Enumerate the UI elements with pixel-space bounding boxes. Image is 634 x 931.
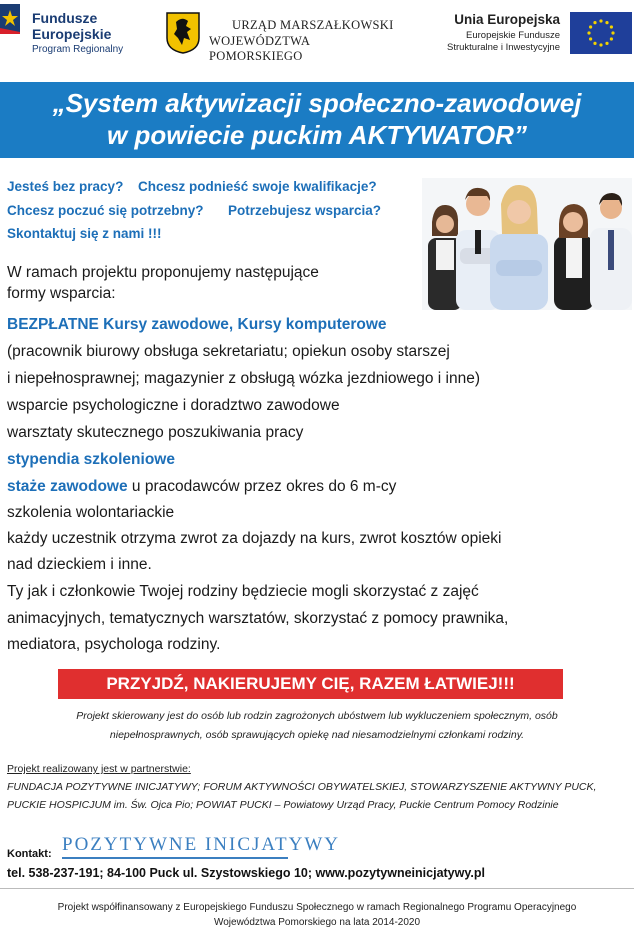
question-1: Jesteś bez pracy? — [7, 179, 124, 194]
fe-logo-line1: Fundusze — [32, 10, 98, 26]
staze-line — [7, 478, 396, 496]
footer-line2: Województwa Pomorskiego na lata 2014-2020 — [213, 917, 421, 928]
body-line2: i niepełnosprawnej; magazynier z obsługą wózka jezdniowego i inne) — [7, 370, 481, 387]
um-logo-line2: WOJEWÓDZTWA POMORSKIEGO — [209, 34, 310, 63]
banner-title-line1: „System aktywizacji społeczno-zawodowej — [52, 88, 582, 118]
staze-rest: u pracodawców przez okres do 6 m-cy — [127, 478, 397, 495]
body-line6: każdy uczestnik otrzyma zwrot za dojazdy na kurs, zwrot kosztów opieki — [7, 530, 502, 547]
group-photo — [422, 178, 632, 310]
stypendia-label: stypendia szkoleniowe — [7, 451, 175, 468]
intro-line1: W ramach projektu proponujemy następujące — [7, 264, 319, 281]
question-3: Chcesz poczuć się potrzebny? — [7, 203, 204, 218]
unia-europejska-logo — [440, 10, 632, 60]
fe-logo-line2: Europejskie — [32, 26, 112, 42]
body-line4: warsztaty skutecznego poszukiwania pracy — [7, 424, 304, 441]
body-line5: szkolenia wolontariackie — [7, 504, 175, 521]
griffin-crest-icon — [166, 12, 200, 54]
ue-logo-line1: Unia Europejska — [454, 12, 560, 27]
pi-logo-underline — [62, 857, 288, 859]
staze-label: staże zawodowe — [7, 478, 128, 495]
body-line3: wsparcie psychologiczne i doradztwo zawodowe — [7, 397, 340, 414]
courses-label-a: BEZPŁATNE Kursy zawodowe — [7, 316, 229, 333]
body-line8: Ty jak i członkowie Twojej rodziny będziecie mogli skorzystać z zajęć — [7, 583, 479, 600]
fe-star-icon — [0, 4, 20, 34]
courses-label-b: Kursy komputerowe — [237, 316, 387, 333]
target-note-line2: niepełnosprawnych, osób sprawujących opiekę nad niesamodzielnymi członkami rodziny. — [109, 729, 525, 741]
urzad-marszalkowski-logo — [166, 12, 406, 63]
question-4: Potrzebujesz wsparcia? — [228, 203, 382, 218]
ue-logo-line2: Europejskie Fundusze — [466, 30, 560, 41]
target-note-line1: Projekt skierowany jest do osób lub rodzin zagrożonych ubóstwem lub wykluczeniem społecznym, osób — [76, 710, 558, 722]
call-to-action-banner: PRZYJDŹ, NAKIERUJEMY CIĘ, RAZEM ŁATWIEJ!!! — [58, 669, 563, 699]
title-banner — [0, 82, 634, 158]
contact-details: tel. 538-237-191; 84-100 Puck ul. Szystowskiego 10; www.pozytywneinicjatywy.pl — [7, 866, 485, 880]
um-logo-line1: URZĄD MARSZAŁKOWSKI — [232, 18, 394, 32]
question-2: Chcesz podnieść swoje kwalifikacje? — [138, 179, 377, 194]
fe-logo-line3: Program Regionalny — [32, 44, 124, 55]
partners-heading: Projekt realizowany jest w partnerstwie: — [7, 763, 191, 775]
body-line7: nad dzieckiem i inne. — [7, 556, 152, 573]
footer-line1: Projekt współfinansowany z Europejskiego Funduszu Społecznego w ramach Regionalnego Programu Operacyjnego — [57, 902, 577, 913]
ue-logo-line3: Strukturalne i Inwestycyjne — [447, 42, 560, 53]
fundusze-europejskie-logo — [0, 2, 140, 62]
question-5: Skontaktuj się z nami !!! — [7, 226, 162, 241]
courses-line — [7, 316, 387, 334]
intro-line2: formy wsparcia: — [7, 285, 116, 302]
partners-line2: PUCKIE HOSPICJUM im. Św. Ojca Pio; POWIAT PUCKI – Powiatowy Urząd Pracy, Puckie Centrum Pomocy Rodzinie — [7, 799, 559, 811]
body-line10: mediatora, psychologa rodziny. — [7, 636, 221, 653]
partners-line1: FUNDACJA POZYTYWNE INICJATYWY; FORUM AKTYWNOŚCI OBYWATELSKIEJ, STOWARZYSZENIE AKTYWNY PUCK, — [7, 781, 597, 793]
body-line9: animacyjnych, tematycznych warsztatów, skorzystać z pomocy prawnika, — [7, 610, 509, 627]
footer-divider — [0, 888, 634, 889]
contact-label: Kontakt: — [7, 848, 52, 860]
courses-separator: , — [228, 316, 238, 333]
eu-flag-icon — [570, 12, 632, 54]
pi-logo-text: POZYTYWNE INICJATYWY — [62, 834, 340, 855]
banner-title-line2: w powiecie puckim AKTYWATOR” — [107, 120, 527, 150]
pozytywne-inicjatywy-logo — [62, 832, 340, 862]
body-line1: (pracownik biurowy obsługa sekretariatu; opiekun osoby starszej — [7, 343, 450, 360]
